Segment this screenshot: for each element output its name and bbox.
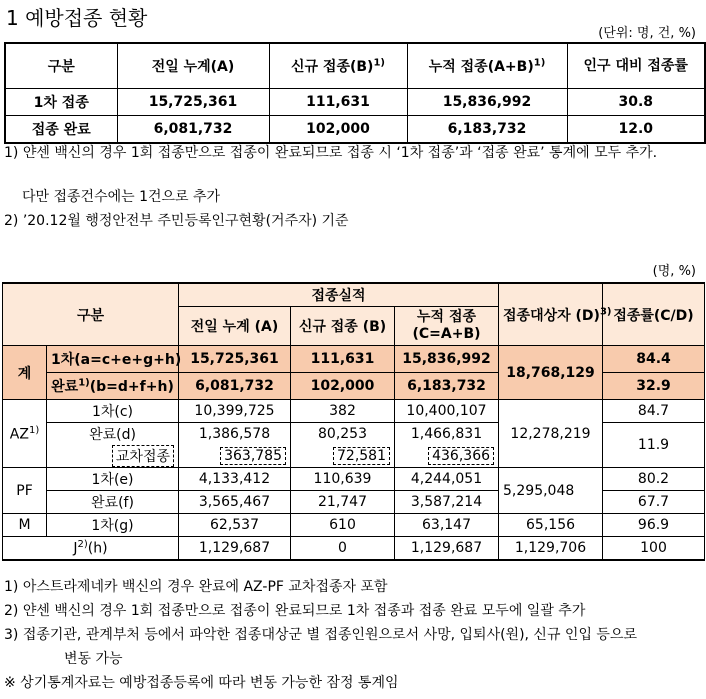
table1-unit: (단위: 명, 건, %): [598, 26, 696, 41]
cell-value: 80,253: [291, 423, 395, 446]
detail-table: [2, 282, 705, 561]
cell-value: 63,147: [395, 514, 499, 537]
summary-row-complete: [5, 116, 705, 144]
j-label: $J^{2)}(h)$: [3, 537, 179, 561]
cell-value: 30.8: [567, 89, 705, 116]
cell-value: 1,129,687: [179, 537, 291, 561]
cell-value: 10,399,725: [179, 400, 291, 423]
cell-value: 363,785: [220, 447, 286, 465]
cross-label-cell: [47, 445, 179, 468]
row-label: 접종 완료: [5, 116, 117, 144]
header-new: 신규 접종$(B)^{1)}$: [269, 43, 407, 89]
cross-label: 교차접종: [112, 445, 174, 467]
cell-value: 3,587,214: [395, 491, 499, 514]
cell-value: 111,631: [291, 346, 395, 373]
total-first-label: 1차(a=c+e+g+h): [47, 346, 179, 373]
cell-value: 6,081,732: [117, 116, 269, 144]
cell-value: 62,537: [179, 514, 291, 537]
cell-value: 15,836,992: [407, 89, 567, 116]
cell-value: 10,400,107: [395, 400, 499, 423]
az-label: AZ$^{1)}$: [3, 400, 47, 468]
footnote-1: 1) 아스트라제네카 백신의 경우 완료에 AZ-PF 교차접종자 포함: [4, 579, 388, 595]
cell-value: 6,081,732: [179, 373, 291, 400]
cell-value: 80.2: [603, 468, 705, 491]
pf-first-row: [3, 468, 705, 491]
note-2: 2) ’20.12월 행정안전부 주민등록인구현황(거주자) 기준: [4, 213, 349, 229]
j-row: [3, 537, 705, 561]
header-new: 신규 접종 (B): [291, 307, 395, 346]
header-prev-total: 전일 누계(A): [117, 43, 269, 89]
cell-value: 84.4: [603, 346, 705, 373]
cell-value: 1,466,831: [395, 423, 499, 446]
header-category: 구분: [5, 43, 117, 89]
cell-value: 4,244,051: [395, 468, 499, 491]
cell-value: 65,156: [499, 514, 603, 537]
az-target: 12,278,219: [499, 400, 603, 468]
cell-value: 3,565,467: [179, 491, 291, 514]
row-label: 완료(f): [47, 491, 179, 514]
header-cum: 누적 접종 (C=A+B): [395, 307, 499, 346]
cross-cell: [179, 445, 291, 468]
cell-value: 21,747: [291, 491, 395, 514]
pf-target: 5,295,048: [499, 468, 603, 514]
row-label: 1차(e): [47, 468, 179, 491]
cell-value: 96.9: [603, 514, 705, 537]
total-complete-label: 완료$^{1)}$(b=d+f+h): [47, 373, 179, 400]
cell-value: 1,129,706: [499, 537, 603, 561]
cell-value: 436,366: [428, 447, 494, 465]
cell-value: 12.0: [567, 116, 705, 144]
m-label: M: [3, 514, 47, 537]
cell-value: 15,725,361: [117, 89, 269, 116]
cell-value: 110,639: [291, 468, 395, 491]
cell-value: 100: [603, 537, 705, 561]
cell-value: 11.9: [603, 423, 705, 468]
note-1: 1) 얀센 백신의 경우 1회 접종만으로 접종이 완료되므로 접종 시 ‘1차 접종’과 ‘접종 완료’ 통계에 모두 추가.: [4, 145, 658, 161]
cross-cell: [395, 445, 499, 468]
cell-value: 1,386,578: [179, 423, 291, 446]
detail-header-row-1: [3, 283, 705, 307]
row-label: 1차(c): [47, 400, 179, 423]
summary-row-first: [5, 89, 705, 116]
total-label: 계: [3, 346, 47, 400]
table2-unit: (명, %): [652, 264, 696, 279]
cell-value: 15,725,361: [179, 346, 291, 373]
cell-value: 102,000: [291, 373, 395, 400]
total-target: 18,768,129: [499, 346, 603, 400]
cell-value: 6,183,732: [407, 116, 567, 144]
cell-value: 32.9: [603, 373, 705, 400]
cell-value: 6,183,732: [395, 373, 499, 400]
row-label: 1차 접종: [5, 89, 117, 116]
pf-label: PF: [3, 468, 47, 514]
page-title: 1 예방접종 현황: [6, 6, 148, 30]
header-target: 접종대상자 $(D)^{3)}$: [499, 283, 603, 346]
header-rate: 접종률(C/D): [603, 283, 705, 346]
cell-value: 67.7: [603, 491, 705, 514]
cross-cell: [291, 445, 395, 468]
az-first-row: [3, 400, 705, 423]
row-label: 완료(d): [47, 423, 179, 446]
note-1b: 다만 접종건수에는 1건으로 추가: [22, 189, 221, 205]
total-first-row: [3, 346, 705, 373]
footnote-note: ※ 상기통계자료는 예방접종등록에 따라 변동 가능한 잠정 통계임: [4, 675, 399, 691]
footnote-3b: 변동 가능: [64, 651, 123, 667]
footnote-2: 2) 얀센 백신의 경우 1회 접종만으로 접종이 완료되므로 1차 접종과 접종 완료 모두에 일괄 추가: [4, 603, 586, 619]
cell-value: 72,581: [333, 447, 390, 465]
header-performance: 접종실적: [179, 283, 499, 307]
cell-value: 0: [291, 537, 395, 561]
summary-header-row: [5, 43, 705, 89]
cell-value: 1,129,687: [395, 537, 499, 561]
row-label: 1차(g): [47, 514, 179, 537]
cell-value: 610: [291, 514, 395, 537]
footnote-3: 3) 접종기관, 관계부처 등에서 파악한 접종대상군 별 접종인원으로서 사망, 입퇴사(원), 신규 인입 등으로: [4, 627, 638, 643]
cell-value: 84.7: [603, 400, 705, 423]
header-cumulative: 누적 접종$(A+B)^{1)}$: [407, 43, 567, 89]
m-row: [3, 514, 705, 537]
cell-value: 4,133,412: [179, 468, 291, 491]
header-prev: 전일 누계 (A): [179, 307, 291, 346]
header-category: 구분: [3, 283, 179, 346]
summary-table: [4, 42, 706, 144]
cell-value: 15,836,992: [395, 346, 499, 373]
cell-value: 102,000: [269, 116, 407, 144]
cell-value: 111,631: [269, 89, 407, 116]
header-population-rate: 인구 대비 접종률: [567, 43, 705, 89]
cell-value: 382: [291, 400, 395, 423]
